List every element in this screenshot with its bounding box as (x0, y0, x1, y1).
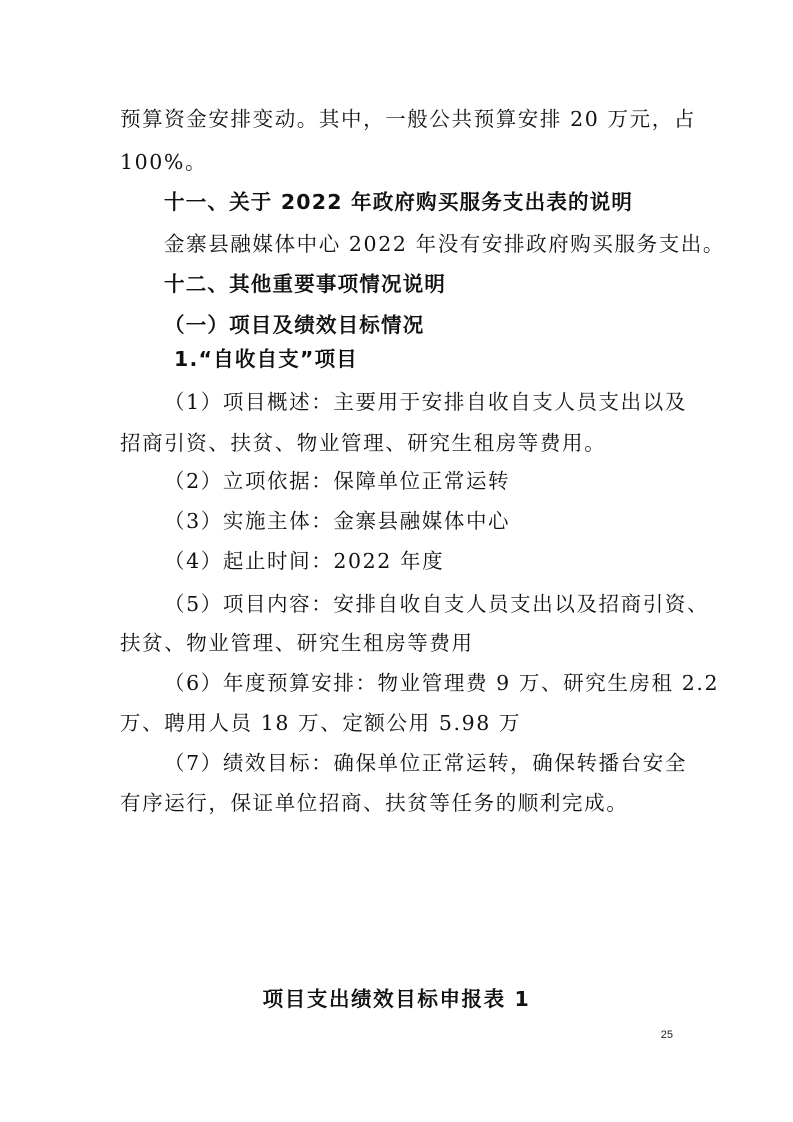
section-heading-11: 十一、关于 2022 年政府购买服务支出表的说明 (164, 190, 634, 214)
item-performance-goal-line2: 有序运行，保证单位招商、扶贫等任务的顺利完成。 (120, 791, 629, 815)
item-overview-line1: （1）项目概述：主要用于安排自收自支人员支出以及 (164, 390, 687, 414)
paragraph-budget-change-line2: 100%。 (120, 150, 208, 174)
item-budget-line1: （6）年度预算安排：物业管理费 9 万、研究生房租 2.2 (164, 671, 720, 695)
item-content-line2: 扶贫、物业管理、研究生租房等费用 (120, 631, 474, 655)
item-implementer: （3）实施主体：金寨县融媒体中心 (164, 509, 511, 533)
paragraph-budget-change-line1: 预算资金安排变动。其中，一般公共预算安排 20 万元，占 (120, 107, 696, 131)
item-budget-line2: 万、聘用人员 18 万、定额公用 5.98 万 (120, 711, 522, 735)
subsection-heading-project-goals: （一）项目及绩效目标情况 (164, 313, 425, 337)
item-overview-line2: 招商引资、扶贫、物业管理、研究生租房等费用。 (120, 431, 607, 455)
page-number: 25 (660, 1029, 673, 1041)
item-content-line1: （5）项目内容：安排自收自支人员支出以及招商引资、 (164, 592, 710, 616)
item-period: （4）起止时间：2022 年度 (164, 549, 445, 573)
paragraph-no-purchase-services: 金寨县融媒体中心 2022 年没有安排政府购买服务支出。 (164, 232, 726, 256)
item-heading-self-funded-project: 1.“自收自支”项目 (174, 347, 358, 371)
item-performance-goal-line1: （7）绩效目标：确保单位正常运转，确保转播台安全 (164, 751, 687, 775)
section-heading-12: 十二、其他重要事项情况说明 (164, 272, 447, 296)
item-basis: （2）立项依据：保障单位正常运转 (164, 469, 511, 493)
table-title: 项目支出绩效目标申报表 1 (262, 987, 531, 1011)
